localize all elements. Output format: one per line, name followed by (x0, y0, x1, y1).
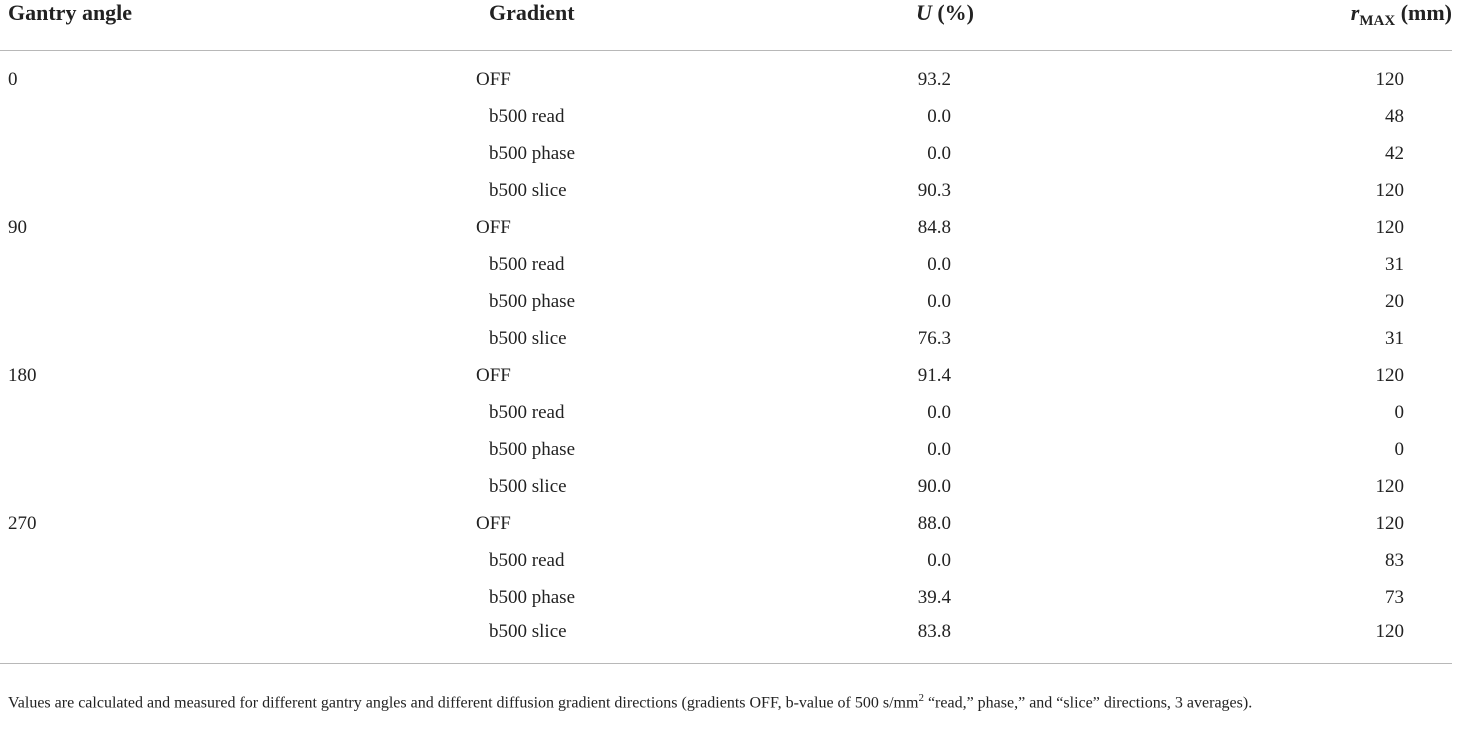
cell-u: 0.0 (927, 438, 951, 460)
footnote-text-1: Values are calculated and measured for different gantry angles and different diffusion gradient directions (gradients OFF, b-value of 500 s/mm (8, 694, 919, 712)
table-footnote (8, 686, 1452, 715)
cell-rmax: 73 (1385, 586, 1404, 608)
table-header (0, 0, 1452, 51)
cell-gantry-angle (0, 172, 476, 209)
cell-gantry-angle (0, 135, 476, 172)
cell-gradient: b500 phase (489, 438, 576, 460)
cell-u: 90.3 (917, 179, 951, 201)
cell-gantry-angle (0, 616, 476, 664)
table-row (0, 394, 1452, 431)
table-row (0, 209, 1452, 246)
table-row (0, 579, 1452, 616)
cell-gradient: b500 read (489, 401, 565, 423)
table-row (0, 172, 1452, 209)
cell-rmax: 120 (1116, 616, 1452, 664)
cell-rmax: 120 (1375, 216, 1404, 238)
cell-rmax: 120 (1375, 475, 1404, 497)
cell-gradient: b500 slice (489, 327, 567, 349)
cell-gantry-angle (0, 98, 476, 135)
table-row (0, 320, 1452, 357)
table-row (0, 135, 1452, 172)
cell-u: 0.0 (927, 549, 951, 571)
cell-gradient: OFF (476, 512, 511, 534)
cell-gradient: b500 slice (489, 179, 567, 201)
cell-gantry-angle (0, 320, 476, 357)
cell-gantry-angle (0, 542, 476, 579)
cell-u: 0.0 (927, 290, 951, 312)
cell-gantry-angle: 270 (8, 512, 37, 534)
header-rmax (1116, 0, 1452, 51)
cell-gradient: b500 slice (476, 616, 776, 664)
cell-gradient: OFF (476, 216, 511, 238)
header-r-subscript: MAX (1359, 13, 1396, 29)
cell-rmax: 31 (1385, 327, 1404, 349)
cell-gradient: b500 phase (489, 290, 576, 312)
cell-u: 0.0 (927, 142, 951, 164)
cell-u: 90.0 (917, 475, 951, 497)
cell-gradient: OFF (476, 68, 511, 90)
cell-gradient: b500 phase (489, 586, 576, 608)
table-row (0, 51, 1452, 99)
footnote-superscript: 2 (918, 692, 924, 704)
cell-gantry-angle (0, 394, 476, 431)
cell-gradient: b500 read (489, 105, 565, 127)
header-u-unit: (%) (931, 0, 974, 25)
table-row (0, 246, 1452, 283)
table-row (0, 98, 1452, 135)
cell-rmax: 120 (1375, 512, 1404, 534)
table-row (0, 616, 1452, 664)
cell-gantry-angle (0, 468, 476, 505)
header-u-symbol: U (915, 0, 932, 25)
table-row (0, 468, 1452, 505)
header-gantry-angle: Gantry angle (0, 0, 476, 51)
cell-rmax: 120 (1375, 179, 1404, 201)
cell-u: 0.0 (927, 253, 951, 275)
footnote-text-2: “read,” phase,” and “slice” directions, 3 averages). (923, 694, 1253, 712)
cell-rmax: 120 (1375, 68, 1404, 90)
cell-rmax: 83 (1385, 549, 1404, 571)
cell-gantry-angle (0, 283, 476, 320)
cell-u: 76.3 (917, 327, 951, 349)
cell-u: 91.4 (917, 364, 951, 386)
cell-gantry-angle: 90 (8, 216, 27, 238)
cell-rmax: 42 (1385, 142, 1404, 164)
cell-gantry-angle: 180 (8, 364, 37, 386)
cell-u: 0.0 (927, 105, 951, 127)
cell-rmax: 48 (1385, 105, 1404, 127)
header-r-symbol: r (1350, 0, 1360, 25)
cell-u: 83.8 (776, 616, 1116, 664)
header-row (0, 0, 1452, 51)
cell-u: 39.4 (917, 586, 951, 608)
table-row (0, 505, 1452, 542)
table-row (0, 542, 1452, 579)
cell-gradient: b500 slice (489, 475, 567, 497)
header-gradient: Gradient (476, 0, 776, 51)
cell-u: 88.0 (917, 512, 951, 534)
cell-gantry-angle (0, 246, 476, 283)
table-row (0, 283, 1452, 320)
cell-rmax: 120 (1375, 364, 1404, 386)
cell-rmax: 20 (1385, 290, 1404, 312)
table-row (0, 431, 1452, 468)
header-u (776, 0, 1116, 51)
header-r-unit: (mm) (1395, 0, 1452, 25)
table-body (0, 51, 1452, 664)
table-row (0, 357, 1452, 394)
cell-gantry-angle: 0 (8, 68, 18, 90)
cell-gantry-angle (0, 579, 476, 616)
cell-gradient: OFF (476, 364, 511, 386)
cell-gradient: b500 read (489, 253, 565, 275)
cell-rmax: 31 (1385, 253, 1404, 275)
cell-u: 0.0 (927, 401, 951, 423)
cell-rmax: 0 (1394, 401, 1404, 423)
cell-u: 84.8 (917, 216, 951, 238)
cell-gradient: b500 phase (489, 142, 576, 164)
cell-u: 93.2 (917, 68, 951, 90)
cell-gradient: b500 read (489, 549, 565, 571)
cell-rmax: 0 (1394, 438, 1404, 460)
cell-gantry-angle (0, 431, 476, 468)
